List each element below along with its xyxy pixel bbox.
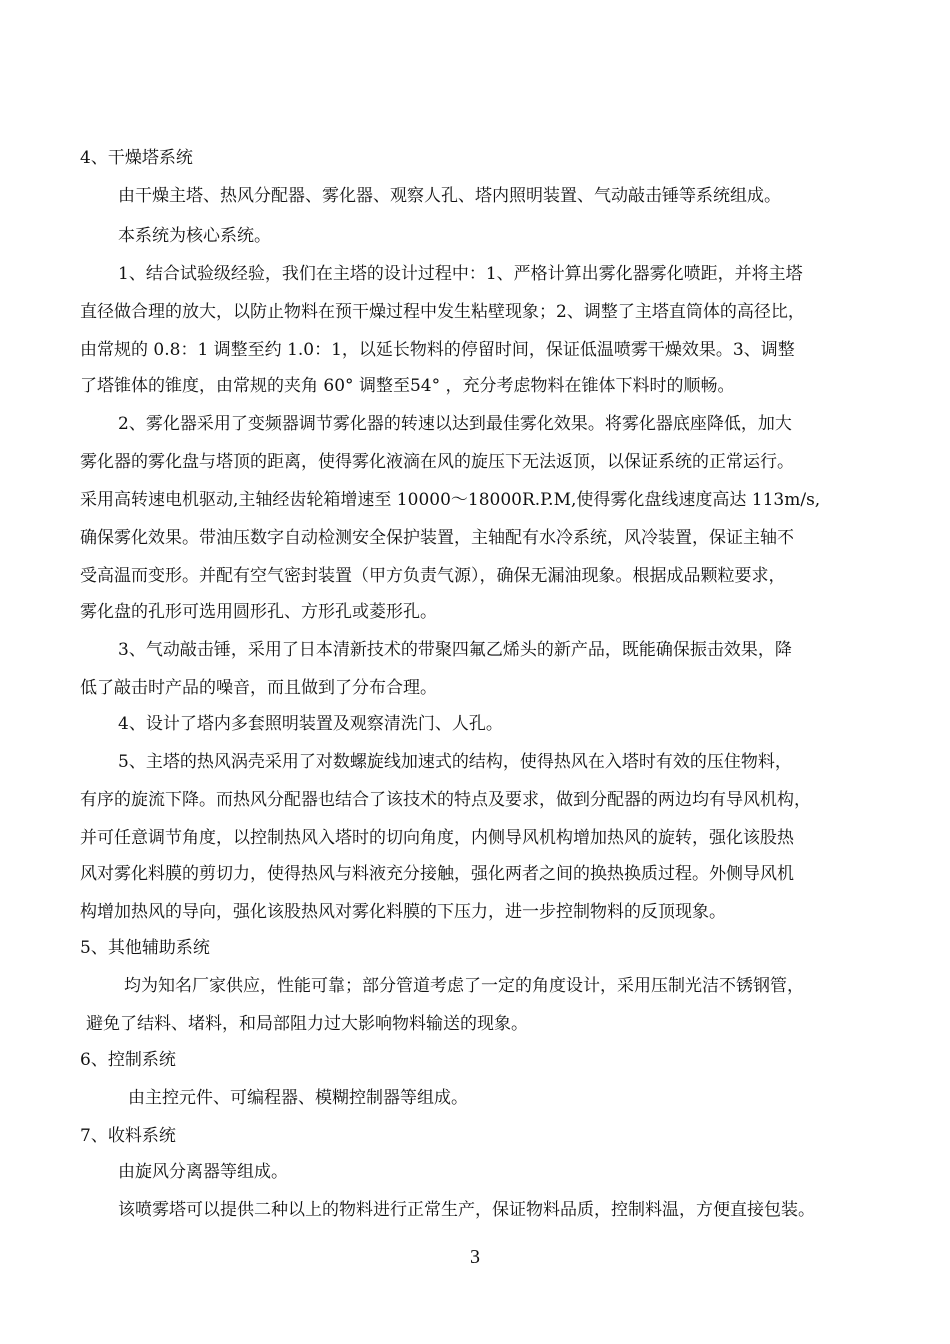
paragraph-line: 由常规的 0.8：1 调整至约 1.0：1，以延长物料的停留时间，保证低温喷雾干燥效果。3、调整 bbox=[80, 340, 795, 360]
paragraph-line: 由旋风分离器等组成。 bbox=[118, 1162, 288, 1182]
paragraph-line: 雾化器的雾化盘与塔顶的距离，使得雾化液滴在风的旋压下无法返顶，以保证系统的正常运行。 bbox=[80, 452, 794, 472]
paragraph-line: 并可任意调节角度，以控制热风入塔时的切向角度，内侧导风机构增加热风的旋转，强化该股热 bbox=[80, 828, 794, 848]
paragraph-line: 采用高转速电机驱动,主轴经齿轮箱增速至 10000～18000R.P.M,使得雾化盘线速度高达 113m/s, bbox=[80, 490, 821, 510]
paragraph-line: 了塔锥体的锥度，由常规的夹角 60° 调整至54° ，充分考虑物料在锥体下料时的顺畅。 bbox=[80, 376, 735, 396]
paragraph-line: 5、主塔的热风涡壳采用了对数螺旋线加速式的结构，使得热风在入塔时有效的压住物料， bbox=[118, 752, 792, 772]
paragraph-line: 2、雾化器采用了变频器调节雾化器的转速以达到最佳雾化效果。将雾化器底座降低，加大 bbox=[118, 414, 792, 434]
paragraph-line: 构增加热风的导向，强化该股热风对雾化料膜的下压力，进一步控制物料的反顶现象。 bbox=[80, 902, 726, 922]
paragraph-line: 直径做合理的放大，以防止物料在预干燥过程中发生粘壁现象；2、调整了主塔直筒体的高径比， bbox=[80, 302, 805, 322]
section-heading-collection-system: 7、收料系统 bbox=[80, 1126, 176, 1146]
paragraph-line: 该喷雾塔可以提供二种以上的物料进行正常生产，保证物料品质，控制料温，方便直接包装。 bbox=[118, 1200, 815, 1220]
paragraph-line: 4、设计了塔内多套照明装置及观察清洗门、人孔。 bbox=[118, 714, 503, 734]
paragraph-line: 由主控元件、可编程器、模糊控制器等组成。 bbox=[128, 1088, 468, 1108]
paragraph-line: 1、结合试验级经验，我们在主塔的设计过程中：1、严格计算出雾化器雾化喷距，并将主塔 bbox=[118, 264, 803, 284]
paragraph-line: 3、气动敲击锤，采用了日本清新技术的带聚四氟乙烯头的新产品，既能确保振击效果，降 bbox=[118, 640, 792, 660]
paragraph-line: 确保雾化效果。带油压数字自动检测安全保护装置，主轴配有水冷系统，风冷装置，保证主轴不 bbox=[80, 528, 794, 548]
section-heading-auxiliary-systems: 5、其他辅助系统 bbox=[80, 938, 210, 958]
paragraph-line: 风对雾化料膜的剪切力，使得热风与料液充分接触，强化两者之间的换热换质过程。外侧导风机 bbox=[80, 864, 794, 884]
paragraph-line: 均为知名厂家供应，性能可靠；部分管道考虑了一定的角度设计，采用压制光洁不锈钢管， bbox=[124, 976, 804, 996]
paragraph-line: 受高温而变形。并配有空气密封装置（甲方负责气源），确保无漏油现象。根据成品颗粒要求， bbox=[80, 566, 786, 586]
paragraph-line: 低了敲击时产品的噪音，而且做到了分布合理。 bbox=[80, 678, 437, 698]
paragraph-line: 避免了结料、堵料，和局部阻力过大影响物料输送的现象。 bbox=[86, 1014, 528, 1034]
paragraph-line: 本系统为核心系统。 bbox=[118, 226, 271, 246]
page-number: 3 bbox=[470, 1246, 480, 1268]
section-heading-drying-tower: 4、干燥塔系统 bbox=[80, 148, 193, 168]
paragraph-line: 雾化盘的孔形可选用圆形孔、方形孔或菱形孔。 bbox=[80, 602, 437, 622]
section-heading-control-system: 6、控制系统 bbox=[80, 1050, 176, 1070]
paragraph-line: 有序的旋流下降。而热风分配器也结合了该技术的特点及要求，做到分配器的两边均有导风机构， bbox=[80, 790, 811, 810]
paragraph-line: 由干燥主塔、热风分配器、雾化器、观察人孔、塔内照明装置、气动敲击锤等系统组成。 bbox=[118, 186, 781, 206]
